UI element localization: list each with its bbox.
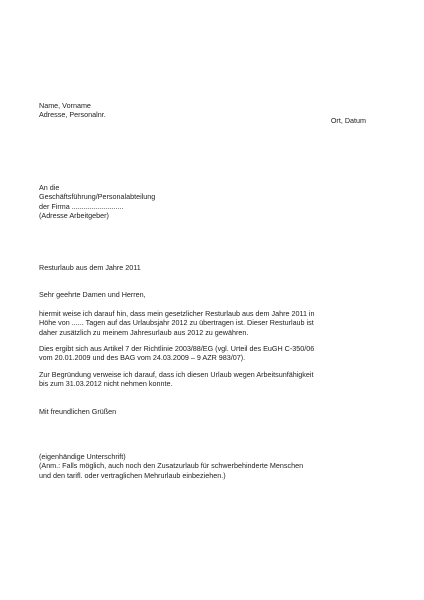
paragraph-1-line-2: Höhe von ...... Tagen auf das Urlaubsjahr 2012 zu übertragen ist. Dieser Resturlaub ist [39, 318, 314, 328]
paragraph-3-line-1: Zur Begründung verweise ich darauf, dass ich diesen Urlaub wegen Arbeitsunfähigkeit [39, 370, 314, 379]
paragraph-1-line-1: hiermit weise ich darauf hin, dass mein gesetzlicher Resturlaub aus dem Jahre 2011 in [39, 309, 315, 318]
salutation-text: Sehr geehrte Damen und Herren, [39, 290, 146, 299]
paragraph-3-line-2: bis zum 31.03.2012 nicht nehmen konnte. [39, 379, 173, 389]
salutation [39, 290, 146, 299]
recipient-address [39, 183, 155, 221]
signature-note-line-2: und den tarifl. oder vertraglichen Mehrurlaub einbeziehen.) [39, 470, 226, 480]
recipient-line-1: An die [39, 183, 60, 192]
sender-address [39, 101, 106, 120]
body-paragraph-1 [39, 309, 315, 337]
signature-note-line-1: (Anm.: Falls möglich, auch noch den Zusatzurlaub für schwerbehinderte Menschen [39, 461, 304, 471]
body-paragraph-3 [39, 370, 313, 389]
subject-text: Resturlaub aus dem Jahre 2011 [39, 263, 141, 272]
subject-line [39, 263, 141, 272]
place-date: Ort, Datum [330, 116, 366, 125]
closing-text: Mit freundlichen Grüßen [39, 407, 117, 416]
paragraph-2-line-1: Dies ergibt sich aus Artikel 7 der Richtlinie 2003/88/EG (vgl. Urteil des EuGH C-350/06 [39, 344, 315, 353]
paragraph-2-line-2: vom 20.01.2009 und des BAG vom 24.03.2009 – 9 AZR 983/07). [39, 353, 246, 363]
body-paragraph-2 [39, 344, 314, 363]
paragraph-1-line-3: daher zusätzlich zu meinem Jahresurlaub aus 2012 zu gewähren. [39, 327, 249, 337]
closing [39, 407, 116, 416]
signature-line: (eigenhändige Unterschrift) [39, 452, 126, 461]
sender-details: Adresse, Personalnr. [39, 110, 106, 120]
recipient-line-3: der Firma .......................... [39, 201, 124, 211]
sender-name: Name, Vorname [39, 101, 91, 110]
signature-block [39, 452, 303, 480]
recipient-line-2: Geschäftsführung/Personalabteilung [39, 192, 156, 202]
recipient-line-4: (Adresse Arbeitgeber) [39, 211, 109, 221]
